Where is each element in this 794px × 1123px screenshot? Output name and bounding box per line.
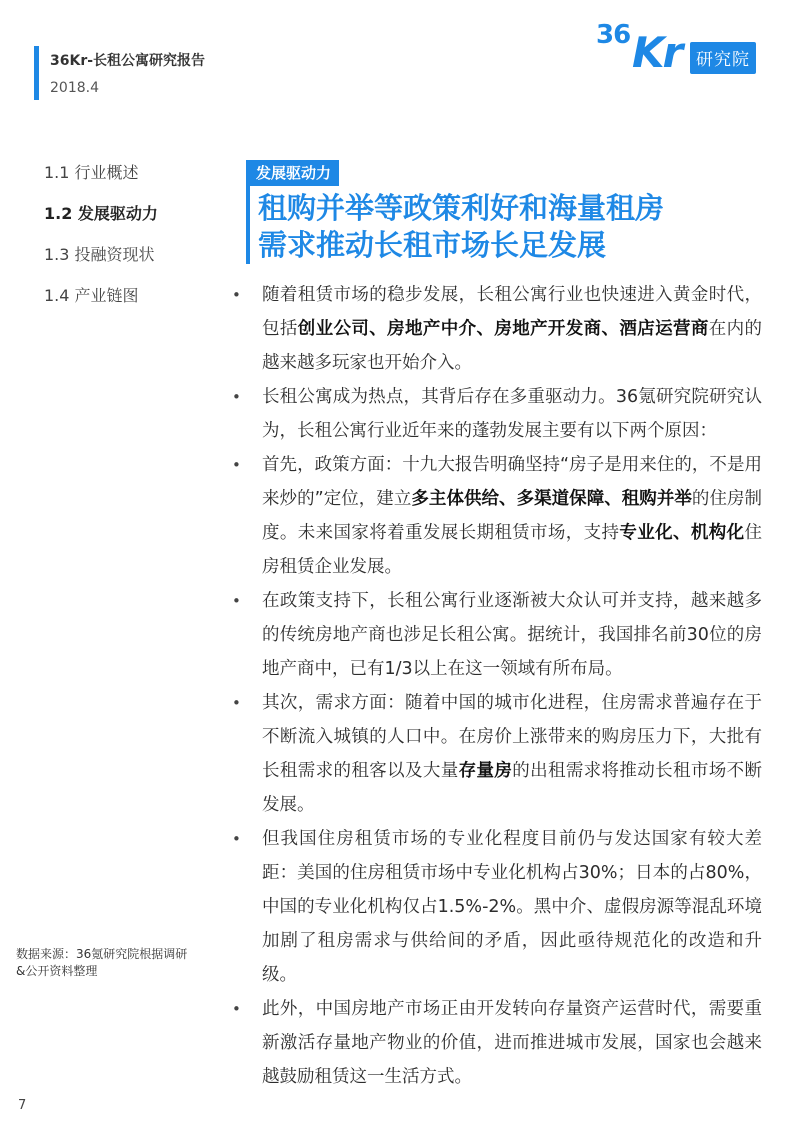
bullet-item <box>232 584 762 686</box>
toc-item-industry-chain[interactable]: 1.4 产业链图 <box>44 286 139 305</box>
page-title-line-1: 租购并举等政策利好和海量租房 <box>258 191 665 225</box>
table-of-contents <box>44 162 158 326</box>
page-title-line-2: 需求推动长租市场长足发展 <box>258 228 607 262</box>
page-title <box>258 190 778 264</box>
bullet-item <box>232 822 762 992</box>
section-tag: 发展驱动力 <box>250 160 339 186</box>
bullet-emphasis-text: 存量房 <box>458 761 513 781</box>
bullet-emphasis-text: 创业公司、房地产中介、房地产开发商、酒店运营商 <box>297 319 709 339</box>
bullet-text: 的住房制度。未来国家将着重发展长期租赁市场，支持 <box>262 489 763 543</box>
bullet-text: 在内的越来越多玩家也开始介入。 <box>262 319 763 373</box>
bullet-emphasis-text: 专业化、机构化 <box>619 523 745 543</box>
bullet-item <box>232 448 762 584</box>
bullet-item <box>232 686 762 822</box>
bullet-item <box>232 992 762 1094</box>
bullet-text: 此外，中国房地产市场正由开发转向存量资产运营时代，需要重新激活存量地产物业的价值，进而推进城市发展，国家也会越来越鼓励租赁这一生活方式。 <box>262 999 762 1087</box>
bullet-text: 首先，政策方面：十九大报告明确坚持“房子是用来住的，不是用来炒的”定位，建立 <box>262 455 762 509</box>
bullet-list <box>232 278 762 1094</box>
36kr-institute-logo <box>596 18 776 77</box>
logo-institute-text: 研究院 <box>690 42 756 74</box>
report-title: 36Kr-长租公寓研究报告 <box>50 53 206 69</box>
bullet-text: 但我国住房租赁市场的专业化程度目前仍与发达国家有较大差距：美国的住房租赁市场中专业化机构占30%；日本的占80%，中国的专业化机构仅占1.5%-2%。黑中介、虚假房源等混乱环境加剧了租房需求与供给间的矛盾，因此亟待规范化的改造和升级。 <box>262 829 762 985</box>
logo-36-text: 36 <box>596 20 631 50</box>
toc-item-drivers[interactable]: 1.2 发展驱动力 <box>44 204 158 223</box>
bullet-item <box>232 278 762 380</box>
toc-item-overview[interactable]: 1.1 行业概述 <box>44 163 139 182</box>
page-number: 7 <box>18 1098 27 1113</box>
bullet-item <box>232 380 762 448</box>
logo-kr-text: Kr <box>632 28 682 77</box>
report-date: 2018.4 <box>50 80 99 96</box>
bullet-text: 在政策支持下，长租公寓行业逐渐被大众认可并支持，越来越多的传统房地产商也涉足长租公寓。据统计，我国排名前30位的房地产商中，已有1/3以上在这一领域有所布局。 <box>262 591 762 679</box>
bullet-text: 的出租需求将推动长租市场不断发展。 <box>262 761 763 815</box>
bullet-text: 住房租赁企业发展。 <box>262 523 762 577</box>
data-source-note: 数据来源：36氪研究院根据调研&公开资料整理 <box>16 947 188 978</box>
bullet-text: 随着租赁市场的稳步发展，长租公寓行业也快速进入黄金时代，包括 <box>262 285 762 339</box>
toc-item-financing[interactable]: 1.3 投融资现状 <box>44 245 155 264</box>
bullet-text: 其次，需求方面：随着中国的城市化进程，住房需求普遍存在于不断流入城镇的人口中。在房价上涨带来的购房压力下，大批有长租需求的租客以及大量 <box>262 693 762 781</box>
header-accent-bar <box>34 46 39 100</box>
bullet-emphasis-text: 多主体供给、多渠道保障、租购并举 <box>411 489 692 509</box>
bullet-text: 长租公寓成为热点，其背后存在多重驱动力。36氪研究院研究认为，长租公寓行业近年来的蓬勃发展主要有以下两个原因： <box>262 387 762 441</box>
